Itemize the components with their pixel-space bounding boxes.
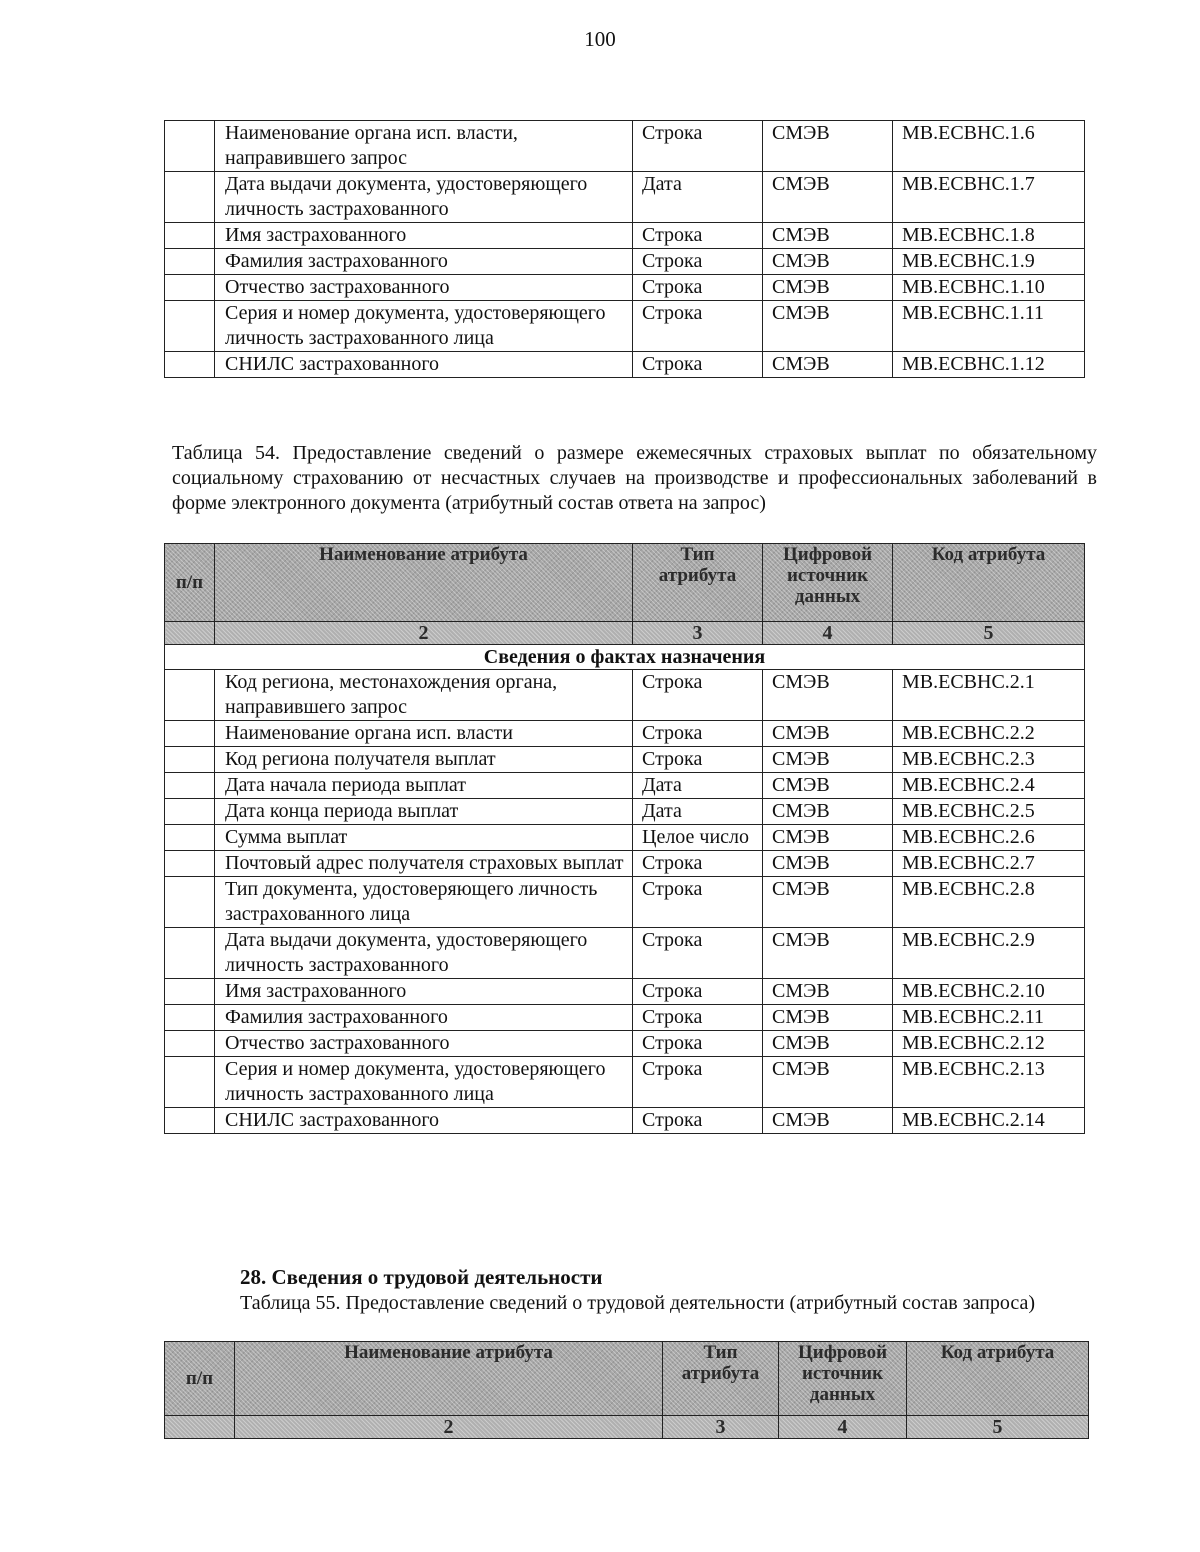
row-number-cell bbox=[165, 1057, 215, 1108]
attribute-type-cell: Строка bbox=[633, 851, 763, 877]
attribute-type-cell: Строка bbox=[633, 670, 763, 721]
attribute-type-cell: Строка bbox=[633, 275, 763, 301]
attribute-type-cell: Строка bbox=[633, 721, 763, 747]
header-source: Цифровой источник данных bbox=[763, 544, 893, 622]
attribute-code-cell: MB.ECBHC.2.11 bbox=[893, 1005, 1085, 1031]
attribute-code-cell: MB.ECBHC.1.11 bbox=[893, 301, 1085, 352]
attribute-name-cell: Дата начала периода выплат bbox=[215, 773, 633, 799]
table-row bbox=[165, 352, 1085, 378]
data-source-cell: СМЭВ bbox=[763, 670, 893, 721]
data-source-cell: СМЭВ bbox=[763, 352, 893, 378]
table-row bbox=[165, 979, 1085, 1005]
attribute-name-cell: Наименование органа исп. власти bbox=[215, 721, 633, 747]
data-source-cell: СМЭВ bbox=[763, 851, 893, 877]
table-row bbox=[165, 1057, 1085, 1108]
table-row bbox=[165, 249, 1085, 275]
header-code: Код атрибута bbox=[893, 544, 1085, 622]
attribute-type-cell: Строка bbox=[633, 1005, 763, 1031]
header-num: п/п bbox=[165, 544, 215, 622]
table-row bbox=[165, 275, 1085, 301]
data-source-cell: СМЭВ bbox=[763, 825, 893, 851]
table-row bbox=[165, 825, 1085, 851]
table-row bbox=[165, 670, 1085, 721]
attribute-name-cell: Код региона получателя выплат bbox=[215, 747, 633, 773]
attribute-code-cell: MB.ECBHC.2.8 bbox=[893, 877, 1085, 928]
data-source-cell: СМЭВ bbox=[763, 1005, 893, 1031]
data-source-cell: СМЭВ bbox=[763, 172, 893, 223]
attribute-code-cell: MB.ECBHC.1.10 bbox=[893, 275, 1085, 301]
table-row bbox=[165, 928, 1085, 979]
row-number-cell bbox=[165, 172, 215, 223]
attribute-name-cell: Дата выдачи документа, удостоверяющего личность застрахованного bbox=[215, 928, 633, 979]
index-type: 3 bbox=[663, 1416, 779, 1439]
table-54 bbox=[164, 543, 1085, 1134]
data-source-cell: СМЭВ bbox=[763, 1031, 893, 1057]
attribute-code-cell: MB.ECBHC.2.2 bbox=[893, 721, 1085, 747]
attribute-name-cell: Тип документа, удостоверяющего личность застрахованного лица bbox=[215, 877, 633, 928]
attribute-name-cell: Дата конца периода выплат bbox=[215, 799, 633, 825]
attribute-code-cell: MB.ECBHC.1.7 bbox=[893, 172, 1085, 223]
data-source-cell: СМЭВ bbox=[763, 979, 893, 1005]
table-row bbox=[165, 747, 1085, 773]
attribute-code-cell: MB.ECBHC.1.9 bbox=[893, 249, 1085, 275]
attribute-type-cell: Строка bbox=[633, 249, 763, 275]
index-name: 2 bbox=[215, 622, 633, 645]
attribute-type-cell: Строка bbox=[633, 301, 763, 352]
attribute-code-cell: MB.ECBHC.2.1 bbox=[893, 670, 1085, 721]
row-number-cell bbox=[165, 721, 215, 747]
attribute-name-cell: Отчество застрахованного bbox=[215, 1031, 633, 1057]
attribute-name-cell: Наименование органа исп. власти, направившего запрос bbox=[215, 121, 633, 172]
data-source-cell: СМЭВ bbox=[763, 1057, 893, 1108]
index-name: 2 bbox=[235, 1416, 663, 1439]
header-code: Код атрибута bbox=[907, 1342, 1089, 1416]
row-number-cell bbox=[165, 928, 215, 979]
attribute-name-cell: Почтовый адрес получателя страховых выплат bbox=[215, 851, 633, 877]
data-source-cell: СМЭВ bbox=[763, 301, 893, 352]
header-name: Наименование атрибута bbox=[215, 544, 633, 622]
header-source: Цифровой источник данных bbox=[779, 1342, 907, 1416]
data-source-cell: СМЭВ bbox=[763, 275, 893, 301]
attribute-type-cell: Строка bbox=[633, 747, 763, 773]
table-row bbox=[165, 1005, 1085, 1031]
row-number-cell bbox=[165, 1108, 215, 1134]
index-source: 4 bbox=[763, 622, 893, 645]
attribute-type-cell: Строка bbox=[633, 352, 763, 378]
attribute-type-cell: Строка bbox=[633, 1108, 763, 1134]
data-source-cell: СМЭВ bbox=[763, 121, 893, 172]
table-row bbox=[165, 877, 1085, 928]
table-header-row bbox=[165, 1342, 1089, 1416]
section-title: Сведения о фактах назначения bbox=[165, 645, 1085, 670]
attribute-type-cell: Дата bbox=[633, 773, 763, 799]
attribute-type-cell: Строка bbox=[633, 121, 763, 172]
table-index-row bbox=[165, 1416, 1089, 1439]
attribute-name-cell: Дата выдачи документа, удостоверяющего личность застрахованного bbox=[215, 172, 633, 223]
attribute-type-cell: Строка bbox=[633, 1057, 763, 1108]
attribute-code-cell: MB.ECBHC.2.4 bbox=[893, 773, 1085, 799]
row-number-cell bbox=[165, 301, 215, 352]
data-source-cell: СМЭВ bbox=[763, 928, 893, 979]
row-number-cell bbox=[165, 851, 215, 877]
header-type: Тип атрибута bbox=[633, 544, 763, 622]
row-number-cell bbox=[165, 352, 215, 378]
attributes-table-continued bbox=[164, 120, 1085, 378]
attribute-type-cell: Дата bbox=[633, 172, 763, 223]
data-source-cell: СМЭВ bbox=[763, 877, 893, 928]
table-row bbox=[165, 223, 1085, 249]
attribute-code-cell: MB.ECBHC.2.10 bbox=[893, 979, 1085, 1005]
attribute-name-cell: СНИЛС застрахованного bbox=[215, 352, 633, 378]
table-row bbox=[165, 799, 1085, 825]
row-number-cell bbox=[165, 773, 215, 799]
attribute-code-cell: MB.ECBHC.2.7 bbox=[893, 851, 1085, 877]
attribute-type-cell: Строка bbox=[633, 1031, 763, 1057]
table-index-row bbox=[165, 622, 1085, 645]
row-number-cell bbox=[165, 275, 215, 301]
table-row bbox=[165, 172, 1085, 223]
table-row bbox=[165, 121, 1085, 172]
table-row bbox=[165, 773, 1085, 799]
index-code: 5 bbox=[907, 1416, 1089, 1439]
index-source: 4 bbox=[779, 1416, 907, 1439]
row-number-cell bbox=[165, 877, 215, 928]
attribute-name-cell: Имя застрахованного bbox=[215, 223, 633, 249]
data-source-cell: СМЭВ bbox=[763, 799, 893, 825]
attribute-name-cell: Отчество застрахованного bbox=[215, 275, 633, 301]
attribute-name-cell: СНИЛС застрахованного bbox=[215, 1108, 633, 1134]
row-number-cell bbox=[165, 223, 215, 249]
attribute-type-cell: Дата bbox=[633, 799, 763, 825]
table-55-caption: Таблица 55. Предоставление сведений о трудовой деятельности (атрибутный состав запроса) bbox=[240, 1292, 1036, 1314]
attribute-code-cell: MB.ECBHC.2.13 bbox=[893, 1057, 1085, 1108]
header-num: п/п bbox=[165, 1342, 235, 1416]
attribute-name-cell: Серия и номер документа, удостоверяющего личность застрахованного лица bbox=[215, 301, 633, 352]
row-number-cell bbox=[165, 1031, 215, 1057]
data-source-cell: СМЭВ bbox=[763, 773, 893, 799]
table-54-caption: Таблица 54. Предоставление сведений о размере ежемесячных страховых выплат по обязательному социальному страхованию от несчастных случаев на производстве и профессиональных заболеваний в форме электронного документа (атрибутный состав ответа на запрос) bbox=[172, 442, 1097, 514]
attribute-name-cell: Фамилия застрахованного bbox=[215, 249, 633, 275]
attribute-type-cell: Целое число bbox=[633, 825, 763, 851]
table-row bbox=[165, 721, 1085, 747]
data-source-cell: СМЭВ bbox=[763, 249, 893, 275]
data-source-cell: СМЭВ bbox=[763, 223, 893, 249]
header-name: Наименование атрибута bbox=[235, 1342, 663, 1416]
attribute-code-cell: MB.ECBHC.2.5 bbox=[893, 799, 1085, 825]
attribute-name-cell: Код региона, местонахождения органа, направившего запрос bbox=[215, 670, 633, 721]
header-type: Тип атрибута bbox=[663, 1342, 779, 1416]
attribute-type-cell: Строка bbox=[633, 979, 763, 1005]
attribute-code-cell: MB.ECBHC.2.12 bbox=[893, 1031, 1085, 1057]
index-type: 3 bbox=[633, 622, 763, 645]
attribute-code-cell: MB.ECBHC.1.8 bbox=[893, 223, 1085, 249]
data-source-cell: СМЭВ bbox=[763, 1108, 893, 1134]
row-number-cell bbox=[165, 979, 215, 1005]
attribute-type-cell: Строка bbox=[633, 928, 763, 979]
data-source-cell: СМЭВ bbox=[763, 721, 893, 747]
attribute-code-cell: MB.ECBHC.2.14 bbox=[893, 1108, 1085, 1134]
section-row bbox=[165, 645, 1085, 670]
section-28-heading: 28. Сведения о трудовой деятельности bbox=[240, 1265, 603, 1289]
row-number-cell bbox=[165, 249, 215, 275]
attribute-code-cell: MB.ECBHC.1.12 bbox=[893, 352, 1085, 378]
table-55 bbox=[164, 1341, 1089, 1439]
attribute-name-cell: Серия и номер документа, удостоверяющего личность застрахованного лица bbox=[215, 1057, 633, 1108]
row-number-cell bbox=[165, 1005, 215, 1031]
index-num bbox=[165, 1416, 235, 1439]
table-header-row bbox=[165, 544, 1085, 622]
attribute-code-cell: MB.ECBHC.1.6 bbox=[893, 121, 1085, 172]
attribute-name-cell: Фамилия застрахованного bbox=[215, 1005, 633, 1031]
table-row bbox=[165, 1031, 1085, 1057]
attribute-name-cell: Сумма выплат bbox=[215, 825, 633, 851]
table-row bbox=[165, 1108, 1085, 1134]
index-num bbox=[165, 622, 215, 645]
page-number: 100 bbox=[584, 27, 616, 51]
attribute-name-cell: Имя застрахованного bbox=[215, 979, 633, 1005]
row-number-cell bbox=[165, 670, 215, 721]
attribute-code-cell: MB.ECBHC.2.6 bbox=[893, 825, 1085, 851]
attribute-code-cell: MB.ECBHC.2.9 bbox=[893, 928, 1085, 979]
row-number-cell bbox=[165, 825, 215, 851]
row-number-cell bbox=[165, 121, 215, 172]
attribute-type-cell: Строка bbox=[633, 223, 763, 249]
table-row bbox=[165, 301, 1085, 352]
attribute-code-cell: MB.ECBHC.2.3 bbox=[893, 747, 1085, 773]
attribute-type-cell: Строка bbox=[633, 877, 763, 928]
table-row bbox=[165, 851, 1085, 877]
data-source-cell: СМЭВ bbox=[763, 747, 893, 773]
index-code: 5 bbox=[893, 622, 1085, 645]
row-number-cell bbox=[165, 799, 215, 825]
row-number-cell bbox=[165, 747, 215, 773]
